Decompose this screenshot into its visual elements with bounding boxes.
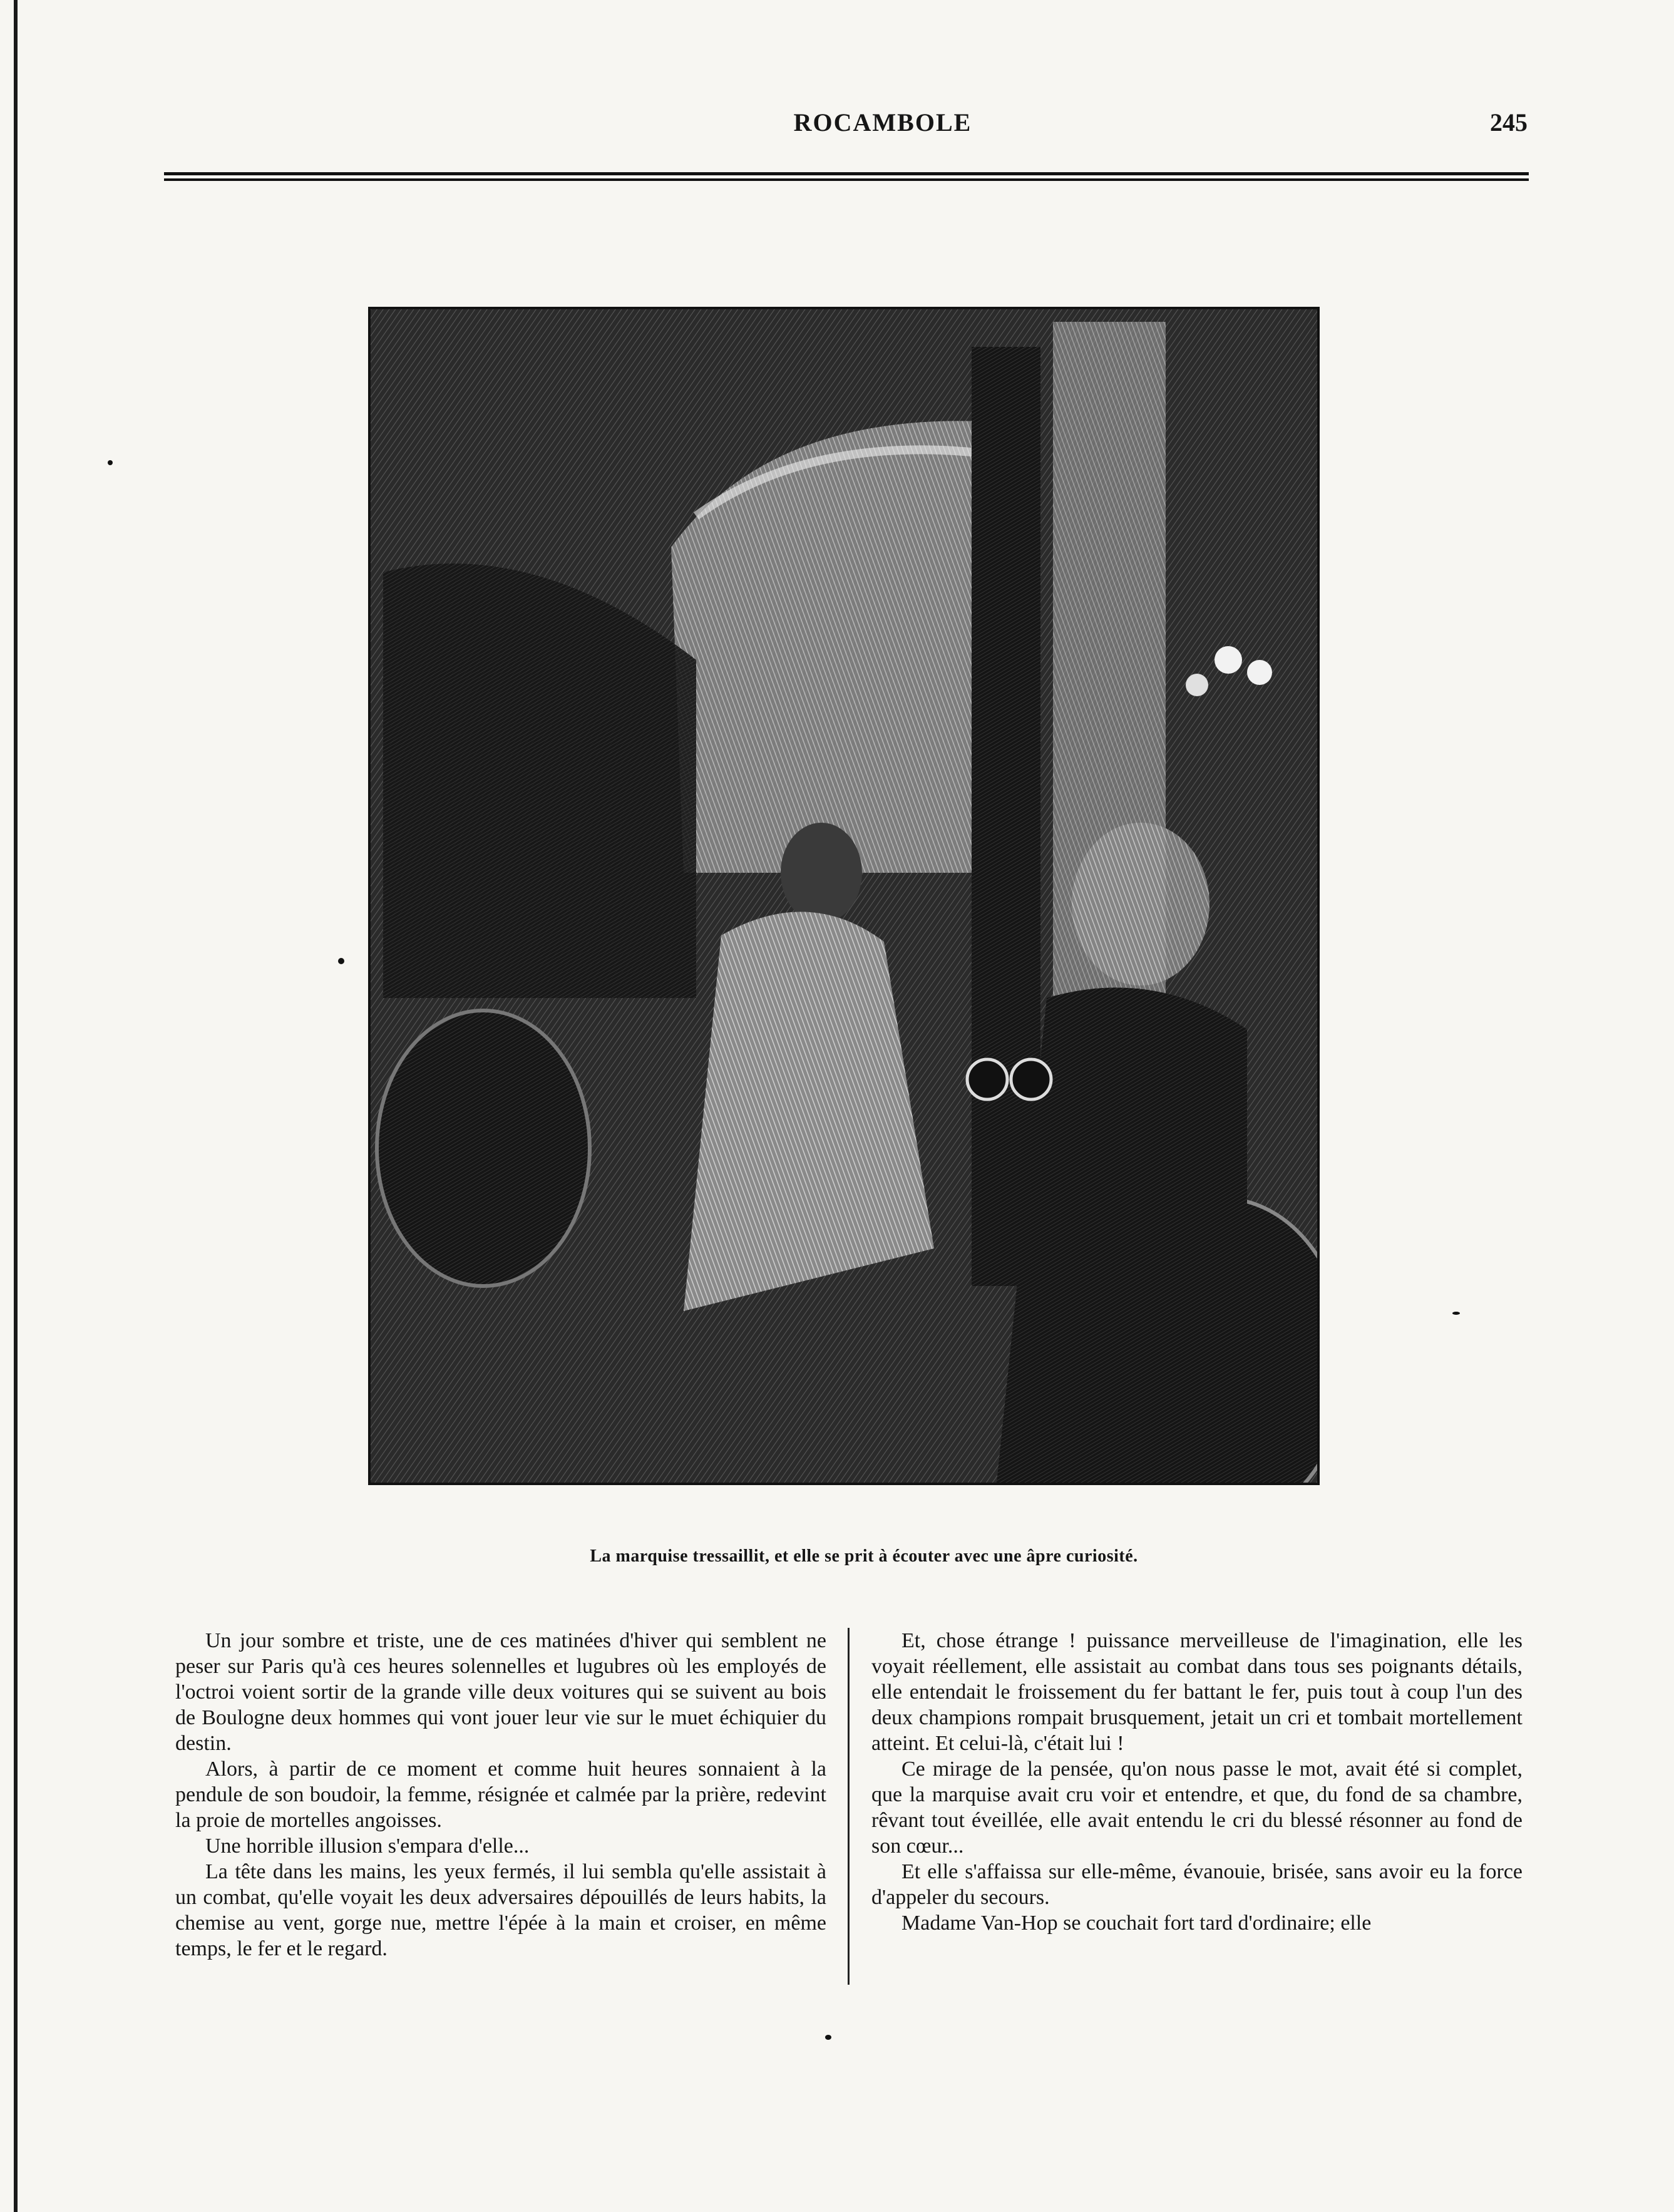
text-column-right — [871, 1628, 1523, 1936]
running-title: ROCAMBOLE — [793, 108, 972, 136]
engraving-drawing — [371, 309, 1317, 1483]
text-column-left — [175, 1628, 826, 1962]
illustration-caption: La marquise tressaillit, et elle se prit à écouter avec une âpre curiosité. — [590, 1546, 1138, 1566]
paragraph: La tête dans les mains, les yeux fermés, il lui sembla qu'elle assistait à un combat, qu'elle voyait les deux adversaires dépouillés de leurs habits, la chemise au vent, gorge nue, mettre l'épée à la main et croiser, en même temps, le fer et le regard. — [175, 1860, 826, 1960]
theatre-box-arch — [383, 563, 696, 998]
chandelier-light — [1214, 646, 1242, 674]
woman-head — [781, 823, 862, 923]
paragraph: Et elle s'affaissa sur elle-même, évanouie, brisée, sans avoir eu la force d'appeler du secours. — [871, 1860, 1523, 1909]
paragraph: Un jour sombre et triste, une de ces matinées d'hiver qui semblent ne peser sur Paris qu'à ces heures solennelles et lugubres où les employés de l'octroi voient sortir de la grande ville deux voitures qui se suivent au bois de Boulogne deux hommes qui vont jouer leur vie sur le muet échiquier du destin. — [175, 1629, 826, 1755]
gentleman-head — [1072, 823, 1209, 985]
chair-left — [377, 1011, 590, 1286]
binding-edge-rule — [14, 0, 18, 2212]
column-divider — [848, 1628, 850, 1985]
opera-glasses-icon — [967, 1059, 1007, 1099]
paragraph: Ce mirage de la pensée, qu'on nous passe le mot, avait été si complet, que la marquise avait cru voir et entendre, et que, du fond de sa chambre, rêvant tout éveillée, elle avait entendu le cri du blessé résonner au fond de son cœur... — [871, 1757, 1523, 1858]
ink-speck — [1452, 1312, 1460, 1315]
paragraph: Et, chose étrange ! puissance merveilleuse de l'imagination, elle les voyait réellement, elle assistait au combat dans tous ses poignants détails, elle entendait le froissement du fer battant le fer, puis tout à coup l'un des deux champions rompait brusquement, jetait un cri et tombait mortellement atteint. Et celui-là, c'était lui ! — [871, 1629, 1523, 1755]
header-rule — [164, 172, 1529, 181]
engraving-illustration — [368, 307, 1320, 1485]
ink-speck — [338, 958, 344, 964]
paragraph: Madame Van-Hop se couchait fort tard d'ordinaire; elle — [901, 1911, 1372, 1935]
column — [972, 347, 1040, 1286]
ink-speck — [825, 2035, 831, 2040]
paragraph: Une horrible illusion s'empara d'elle... — [205, 1834, 530, 1858]
paragraph: Alors, à partir de ce moment et comme huit heures sonnaient à la pendule de son boudoir, la femme, résignée et calmée par la prière, redevint la proie de mortelles angoisses. — [175, 1757, 826, 1832]
page-number: 245 — [1490, 108, 1528, 136]
ink-speck — [108, 460, 113, 465]
